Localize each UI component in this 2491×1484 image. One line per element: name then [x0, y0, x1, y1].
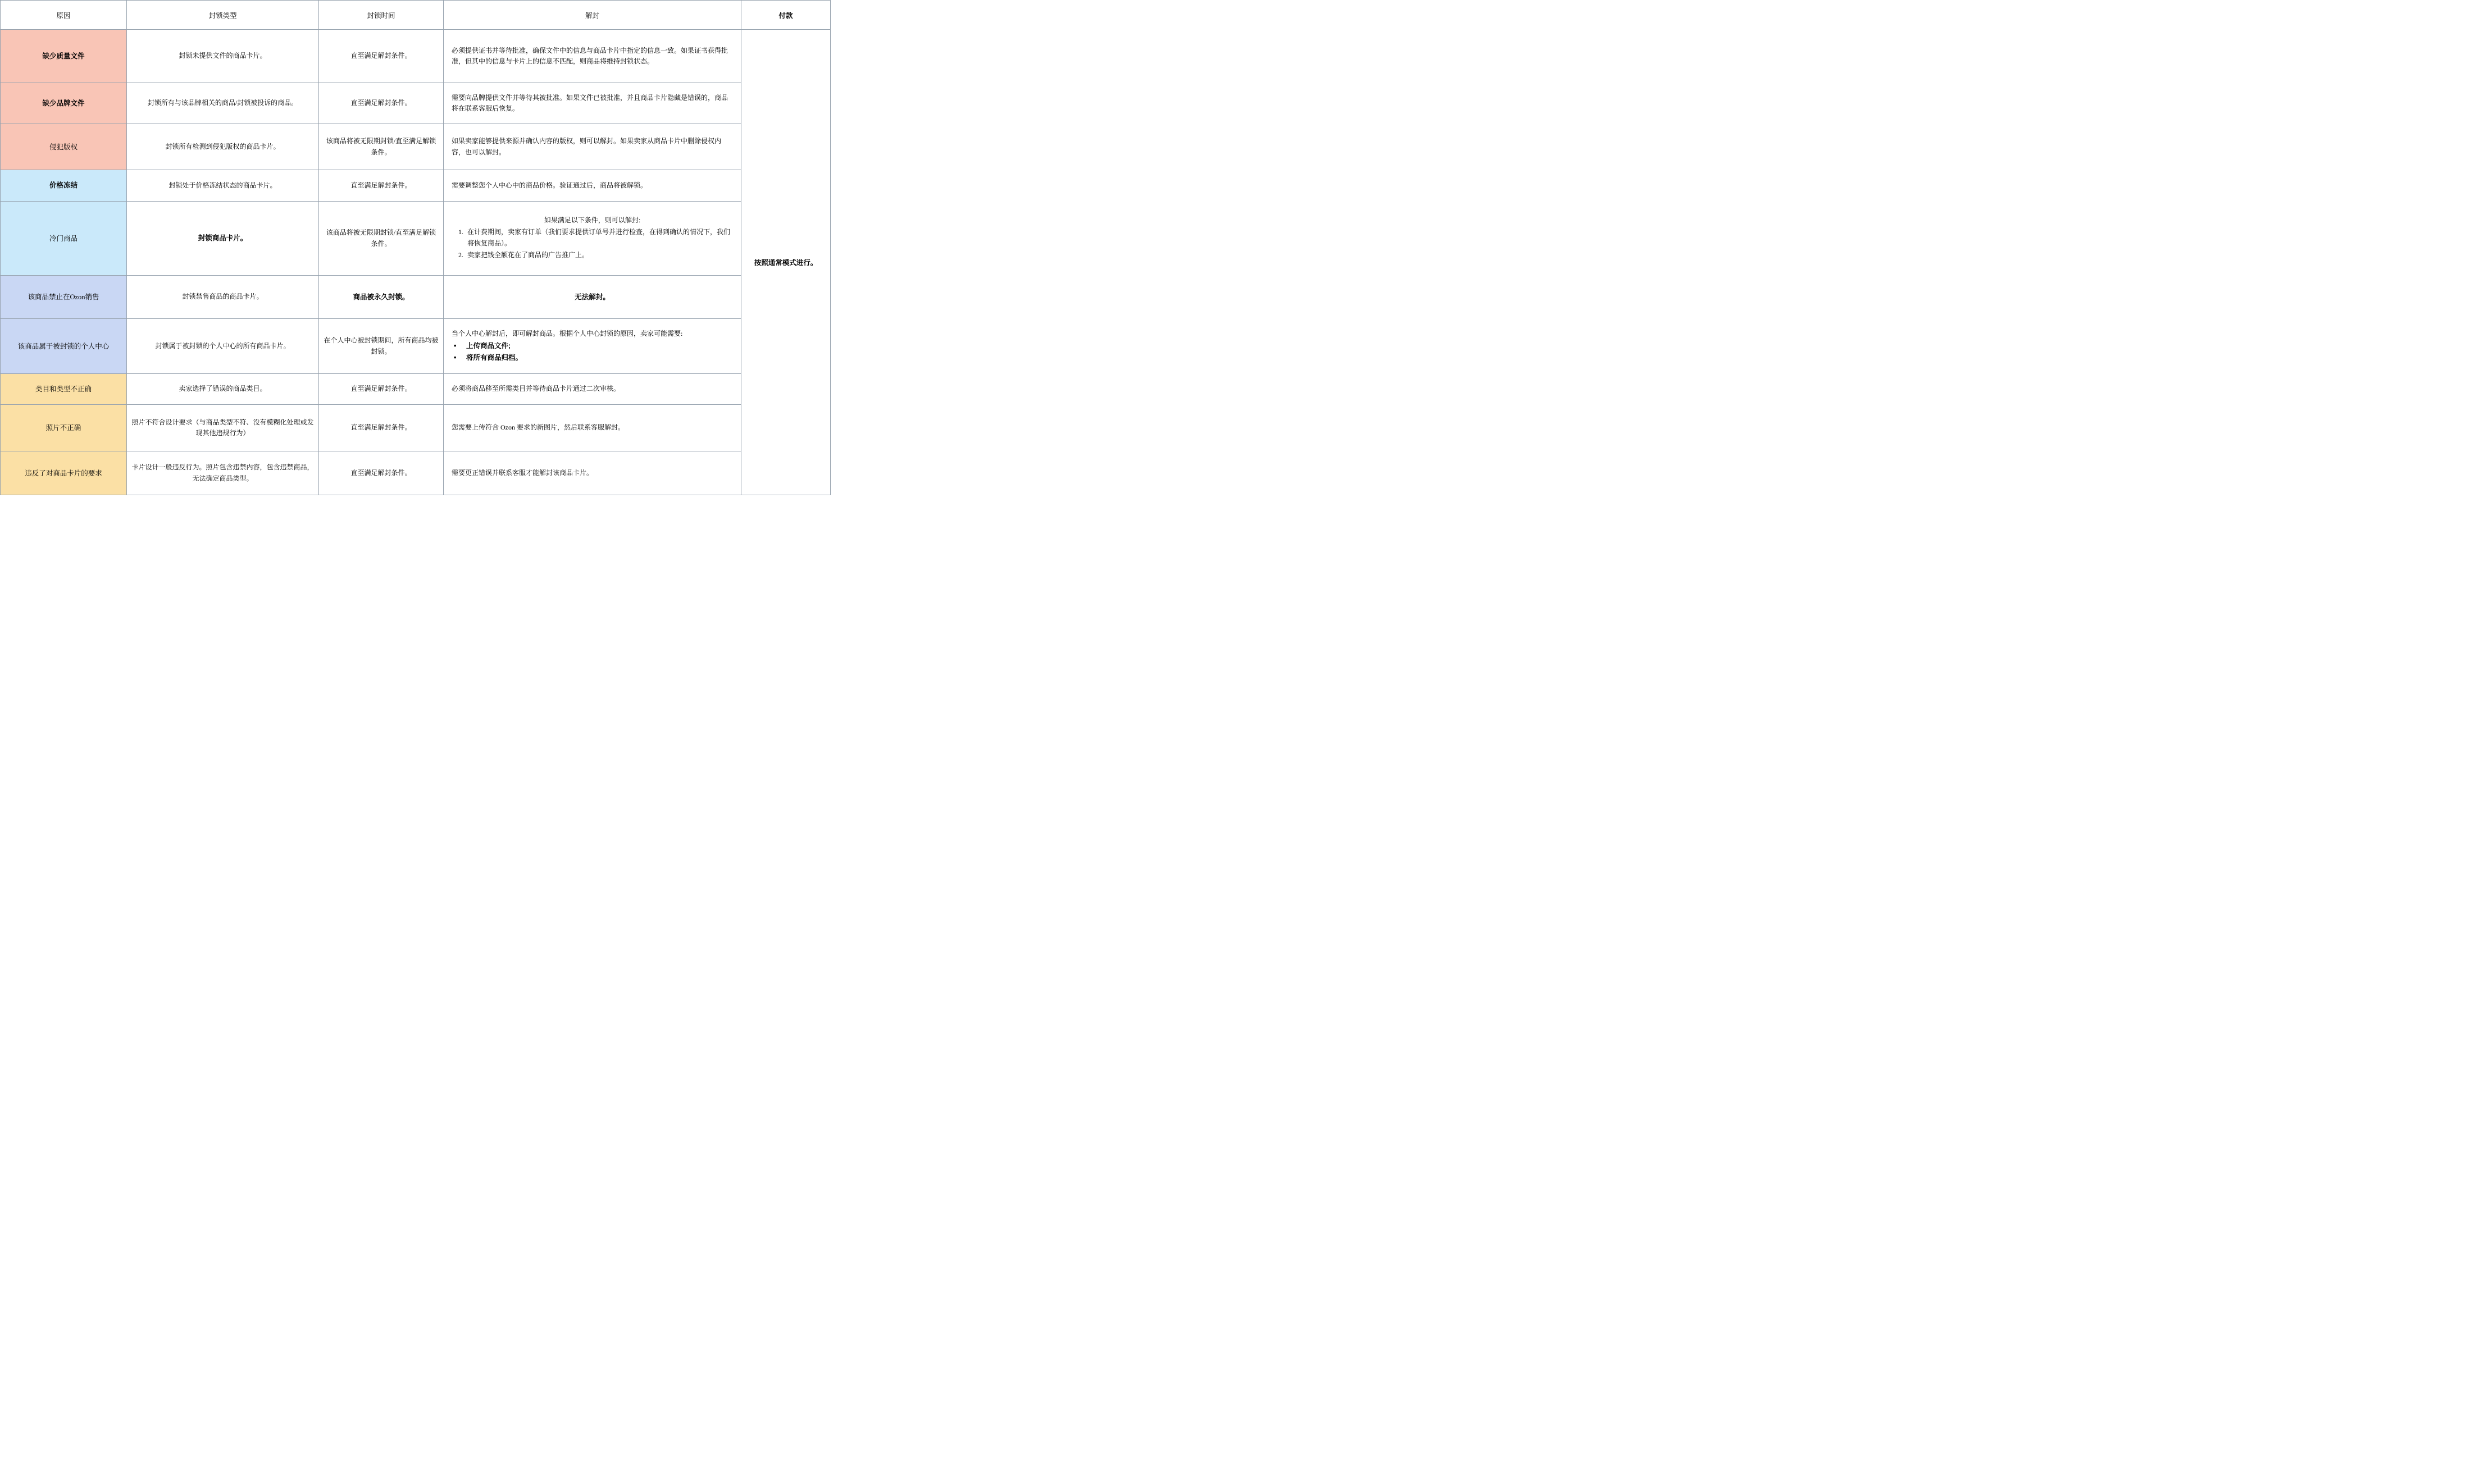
blocking-rules-table [0, 0, 830, 495]
header-reason: 原因 [1, 1, 127, 30]
block-type-cell: 封锁属于被封锁的个人中心的所有商品卡片。 [127, 319, 319, 374]
list-item: • 将所有商品归档。 [454, 352, 733, 363]
reason-unpopular-product: 冷门商品 [1, 202, 127, 276]
reason-wrong-photos: 照片不正确 [1, 405, 127, 451]
unblock-conditions-list [452, 227, 733, 261]
table-row [1, 451, 831, 495]
block-time-cell: 在个人中心被封锁期间，所有商品均被封锁。 [319, 319, 444, 374]
table-row [1, 276, 831, 319]
table-row [1, 83, 831, 124]
reason-price-freeze: 价格冻结 [1, 170, 127, 202]
block-type-cell: 封锁所有与该品牌相关的商品/封锁被投诉的商品。 [127, 83, 319, 124]
list-item: 1. 在计费期间，卖家有订单（我们要求提供订单号并进行检查，在得到确认的情况下，我们将恢复商品）。 [465, 227, 733, 248]
unblock-cell: 您需要上传符合 Ozon 要求的新图片，然后联系客服解封。 [444, 405, 741, 451]
reason-missing-quality-docs: 缺少质量文件 [1, 30, 127, 83]
block-time-cell: 直至满足解封条件。 [319, 405, 444, 451]
table-row [1, 170, 831, 202]
block-type-cell: 封锁所有检测到侵犯版权的商品卡片。 [127, 124, 319, 170]
block-time-cell: 直至满足解封条件。 [319, 374, 444, 405]
list-item: 2. 卖家把钱全额花在了商品的广告推广上。 [465, 250, 733, 261]
block-time-cell: 直至满足解封条件。 [319, 451, 444, 495]
reason-wrong-category: 类目和类型不正确 [1, 374, 127, 405]
block-type-cell: 卖家选择了错误的商品类目。 [127, 374, 319, 405]
unblock-account-list [452, 340, 733, 363]
block-type-cell: 封锁处于价格冻结状态的商品卡片。 [127, 170, 319, 202]
list-item: • 上传商品文件; [454, 340, 733, 351]
unblock-cell: 必须将商品移至所需类目并等待商品卡片通过二次审核。 [444, 374, 741, 405]
table-row [1, 30, 831, 83]
reason-missing-brand-docs: 缺少品牌文件 [1, 83, 127, 124]
unblock-cell: 如果卖家能够提供来源并确认内容的版权，则可以解封。如果卖家从商品卡片中删除侵权内容，也可以解封。 [444, 124, 741, 170]
block-type-cell: 封锁禁售商品的商品卡片。 [127, 276, 319, 319]
unblock-cell: 必须提供证书并等待批准，确保文件中的信息与商品卡片中指定的信息一致。如果证书获得批准，但其中的信息与卡片上的信息不匹配，则商品将维持封锁状态。 [444, 30, 741, 83]
table [0, 0, 831, 495]
header-payment: 付款 [741, 1, 831, 30]
block-type-cell: 照片不符合设计要求（与商品类型不符、没有模糊化处理或发现其他违规行为） [127, 405, 319, 451]
table-row [1, 405, 831, 451]
block-time-cell: 直至满足解封条件。 [319, 83, 444, 124]
unblock-conditions-intro: 如果满足以下条件，则可以解封: [544, 216, 641, 225]
unblock-cell [444, 319, 741, 374]
unblock-cell [444, 202, 741, 276]
block-time-cell: 该商品将被无限期封锁/直至满足解锁条件。 [319, 124, 444, 170]
unblock-cell: 需要更正错误并联系客服才能解封该商品卡片。 [444, 451, 741, 495]
reason-banned-on-ozon: 该商品禁止在Ozon销售 [1, 276, 127, 319]
block-time-cell: 商品被永久封锁。 [319, 276, 444, 319]
header-unblock: 解封 [444, 1, 741, 30]
block-type-cell: 卡片设计一般违反行为。照片包含违禁内容，包含违禁商品，无法确定商品类型。 [127, 451, 319, 495]
header-block-time: 封锁时间 [319, 1, 444, 30]
block-time-cell: 直至满足解封条件。 [319, 30, 444, 83]
block-type-cell: 封锁商品卡片。 [127, 202, 319, 276]
table-row [1, 374, 831, 405]
table-row [1, 124, 831, 170]
block-type-cell: 封锁未提供文件的商品卡片。 [127, 30, 319, 83]
header-block-type: 封锁类型 [127, 1, 319, 30]
payment-merged-cell: 按照通常模式进行。 [741, 30, 831, 495]
header-row [1, 1, 831, 30]
block-time-cell: 直至满足解封条件。 [319, 170, 444, 202]
reason-card-requirements-violation: 违反了对商品卡片的要求 [1, 451, 127, 495]
block-time-cell: 该商品将被无限期封锁/直至满足解锁条件。 [319, 202, 444, 276]
table-row [1, 319, 831, 374]
unblock-cell: 需要向品牌提供文件并等待其被批准。如果文件已被批准，并且商品卡片隐藏是错误的，商品将在联系客服后恢复。 [444, 83, 741, 124]
reason-copyright-infringement: 侵犯版权 [1, 124, 127, 170]
reason-blocked-personal-account: 该商品属于被封锁的个人中心 [1, 319, 127, 374]
unblock-cell: 需要调整您个人中心中的商品价格。验证通过后，商品将被解锁。 [444, 170, 741, 202]
unblock-account-intro: 当个人中心解封后，即可解封商品。根据个人中心封锁的原因，卖家可能需要: [452, 329, 683, 337]
unblock-cell: 无法解封。 [444, 276, 741, 319]
table-row [1, 202, 831, 276]
